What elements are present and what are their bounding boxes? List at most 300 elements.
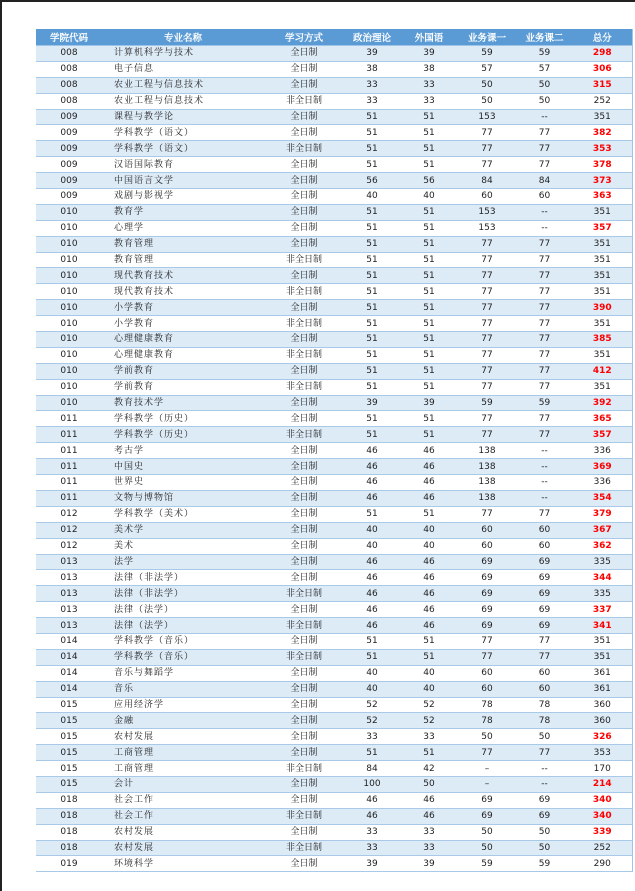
major-name-cell: 教育管理 bbox=[102, 236, 264, 252]
course-two-score-cell: 69 bbox=[516, 602, 573, 618]
total-score-cell: 373 bbox=[573, 173, 632, 189]
foreign-language-score-cell: 33 bbox=[400, 93, 458, 109]
college-code-cell: 013 bbox=[36, 602, 102, 618]
college-code-cell: 013 bbox=[36, 554, 102, 570]
table-row bbox=[36, 649, 632, 665]
foreign-language-score-cell: 46 bbox=[400, 808, 458, 824]
foreign-language-score-cell: 46 bbox=[400, 554, 458, 570]
foreign-language-score-cell: 51 bbox=[400, 363, 458, 379]
study-mode-cell: 非全日制 bbox=[264, 93, 344, 109]
course-two-score-cell: 59 bbox=[516, 856, 573, 872]
politics-score-cell: 51 bbox=[344, 411, 400, 427]
foreign-language-score-cell: 51 bbox=[400, 157, 458, 173]
politics-score-cell: 51 bbox=[344, 284, 400, 300]
foreign-language-score-cell: 51 bbox=[400, 236, 458, 252]
foreign-language-score-cell: 46 bbox=[400, 586, 458, 602]
major-name-cell: 金融 bbox=[102, 713, 264, 729]
course-two-score-cell: 60 bbox=[516, 522, 573, 538]
foreign-language-score-cell: 40 bbox=[400, 665, 458, 681]
header-study-mode: 学习方式 bbox=[264, 29, 344, 46]
politics-score-cell: 51 bbox=[344, 204, 400, 220]
foreign-language-score-cell: 51 bbox=[400, 125, 458, 141]
study-mode-cell: 全日制 bbox=[264, 189, 344, 205]
foreign-language-score-cell: 52 bbox=[400, 697, 458, 713]
table-row bbox=[36, 204, 632, 220]
foreign-language-score-cell: 51 bbox=[400, 284, 458, 300]
course-one-score-cell: 77 bbox=[458, 506, 516, 522]
table-row bbox=[36, 252, 632, 268]
study-mode-cell: 全日制 bbox=[264, 411, 344, 427]
study-mode-cell: 全日制 bbox=[264, 173, 344, 189]
table-body bbox=[36, 46, 632, 872]
college-code-cell: 014 bbox=[36, 665, 102, 681]
course-two-score-cell: 50 bbox=[516, 840, 573, 856]
college-code-cell: 010 bbox=[36, 236, 102, 252]
study-mode-cell: 非全日制 bbox=[264, 840, 344, 856]
politics-score-cell: 51 bbox=[344, 157, 400, 173]
major-name-cell: 学科教学（音乐） bbox=[102, 633, 264, 649]
major-name-cell: 农村发展 bbox=[102, 840, 264, 856]
course-two-score-cell: -- bbox=[516, 475, 573, 491]
foreign-language-score-cell: 46 bbox=[400, 570, 458, 586]
college-code-cell: 011 bbox=[36, 427, 102, 443]
course-one-score-cell: 78 bbox=[458, 713, 516, 729]
foreign-language-score-cell: 51 bbox=[400, 411, 458, 427]
major-name-cell: 法学 bbox=[102, 554, 264, 570]
study-mode-cell: 全日制 bbox=[264, 443, 344, 459]
table-row bbox=[36, 522, 632, 538]
politics-score-cell: 51 bbox=[344, 236, 400, 252]
study-mode-cell: 全日制 bbox=[264, 665, 344, 681]
table-row bbox=[36, 236, 632, 252]
course-one-score-cell: 69 bbox=[458, 586, 516, 602]
course-two-score-cell: 50 bbox=[516, 93, 573, 109]
foreign-language-score-cell: 51 bbox=[400, 332, 458, 348]
course-one-score-cell: 77 bbox=[458, 236, 516, 252]
header-course-one: 业务课一 bbox=[458, 29, 516, 46]
course-one-score-cell: 77 bbox=[458, 427, 516, 443]
course-two-score-cell: 77 bbox=[516, 157, 573, 173]
politics-score-cell: 40 bbox=[344, 538, 400, 554]
course-two-score-cell: 77 bbox=[516, 347, 573, 363]
college-code-cell: 011 bbox=[36, 443, 102, 459]
foreign-language-score-cell: 51 bbox=[400, 109, 458, 125]
study-mode-cell: 全日制 bbox=[264, 729, 344, 745]
study-mode-cell: 全日制 bbox=[264, 157, 344, 173]
course-two-score-cell: 69 bbox=[516, 618, 573, 634]
course-two-score-cell: 50 bbox=[516, 824, 573, 840]
study-mode-cell: 非全日制 bbox=[264, 252, 344, 268]
total-score-cell: 351 bbox=[573, 284, 632, 300]
foreign-language-score-cell: 40 bbox=[400, 189, 458, 205]
foreign-language-score-cell: 51 bbox=[400, 316, 458, 332]
course-two-score-cell: 77 bbox=[516, 252, 573, 268]
table-row bbox=[36, 538, 632, 554]
major-name-cell: 电子信息 bbox=[102, 61, 264, 77]
study-mode-cell: 全日制 bbox=[264, 633, 344, 649]
study-mode-cell: 全日制 bbox=[264, 776, 344, 792]
study-mode-cell: 全日制 bbox=[264, 268, 344, 284]
course-one-score-cell: 77 bbox=[458, 363, 516, 379]
college-code-cell: 010 bbox=[36, 268, 102, 284]
foreign-language-score-cell: 50 bbox=[400, 776, 458, 792]
course-one-score-cell: 153 bbox=[458, 220, 516, 236]
course-two-score-cell: 77 bbox=[516, 236, 573, 252]
study-mode-cell: 全日制 bbox=[264, 602, 344, 618]
major-name-cell: 工商管理 bbox=[102, 761, 264, 777]
politics-score-cell: 40 bbox=[344, 189, 400, 205]
table-row bbox=[36, 157, 632, 173]
table-row bbox=[36, 77, 632, 93]
foreign-language-score-cell: 40 bbox=[400, 681, 458, 697]
course-one-score-cell: 60 bbox=[458, 665, 516, 681]
major-name-cell: 学前教育 bbox=[102, 379, 264, 395]
table-row bbox=[36, 761, 632, 777]
politics-score-cell: 46 bbox=[344, 570, 400, 586]
course-one-score-cell: 69 bbox=[458, 602, 516, 618]
college-code-cell: 018 bbox=[36, 792, 102, 808]
major-name-cell: 心理学 bbox=[102, 220, 264, 236]
course-one-score-cell: 60 bbox=[458, 522, 516, 538]
table-row bbox=[36, 395, 632, 411]
college-code-cell: 012 bbox=[36, 522, 102, 538]
college-code-cell: 009 bbox=[36, 109, 102, 125]
course-one-score-cell: – bbox=[458, 761, 516, 777]
foreign-language-score-cell: 46 bbox=[400, 459, 458, 475]
course-one-score-cell: 138 bbox=[458, 459, 516, 475]
college-code-cell: 010 bbox=[36, 284, 102, 300]
study-mode-cell: 全日制 bbox=[264, 522, 344, 538]
study-mode-cell: 全日制 bbox=[264, 745, 344, 761]
table-row bbox=[36, 363, 632, 379]
course-one-score-cell: 77 bbox=[458, 300, 516, 316]
politics-score-cell: 33 bbox=[344, 840, 400, 856]
course-two-score-cell: 78 bbox=[516, 697, 573, 713]
college-code-cell: 010 bbox=[36, 300, 102, 316]
major-name-cell: 现代教育技术 bbox=[102, 284, 264, 300]
study-mode-cell: 非全日制 bbox=[264, 586, 344, 602]
major-name-cell: 法律（非法学） bbox=[102, 570, 264, 586]
foreign-language-score-cell: 51 bbox=[400, 141, 458, 157]
major-name-cell: 心理健康教育 bbox=[102, 347, 264, 363]
major-name-cell: 会计 bbox=[102, 776, 264, 792]
study-mode-cell: 全日制 bbox=[264, 395, 344, 411]
college-code-cell: 015 bbox=[36, 729, 102, 745]
table-row bbox=[36, 268, 632, 284]
major-name-cell: 音乐 bbox=[102, 681, 264, 697]
study-mode-cell: 全日制 bbox=[264, 681, 344, 697]
total-score-cell: 290 bbox=[573, 856, 632, 872]
study-mode-cell: 非全日制 bbox=[264, 649, 344, 665]
politics-score-cell: 51 bbox=[344, 141, 400, 157]
study-mode-cell: 全日制 bbox=[264, 125, 344, 141]
course-one-score-cell: 77 bbox=[458, 649, 516, 665]
course-two-score-cell: 50 bbox=[516, 729, 573, 745]
total-score-cell: 361 bbox=[573, 681, 632, 697]
course-two-score-cell: 77 bbox=[516, 649, 573, 665]
college-code-cell: 010 bbox=[36, 332, 102, 348]
course-one-score-cell: 69 bbox=[458, 570, 516, 586]
header-politics: 政治理论 bbox=[344, 29, 400, 46]
politics-score-cell: 46 bbox=[344, 808, 400, 824]
foreign-language-score-cell: 56 bbox=[400, 173, 458, 189]
college-code-cell: 008 bbox=[36, 93, 102, 109]
major-name-cell: 汉语国际教育 bbox=[102, 157, 264, 173]
major-name-cell: 美术学 bbox=[102, 522, 264, 538]
politics-score-cell: 33 bbox=[344, 824, 400, 840]
course-one-score-cell: 77 bbox=[458, 268, 516, 284]
major-name-cell: 学前教育 bbox=[102, 363, 264, 379]
foreign-language-score-cell: 51 bbox=[400, 252, 458, 268]
foreign-language-score-cell: 33 bbox=[400, 77, 458, 93]
politics-score-cell: 33 bbox=[344, 729, 400, 745]
table-row bbox=[36, 713, 632, 729]
course-two-score-cell: 60 bbox=[516, 538, 573, 554]
course-two-score-cell: 60 bbox=[516, 189, 573, 205]
politics-score-cell: 52 bbox=[344, 697, 400, 713]
course-one-score-cell: 77 bbox=[458, 157, 516, 173]
course-two-score-cell: 77 bbox=[516, 379, 573, 395]
politics-score-cell: 51 bbox=[344, 379, 400, 395]
major-name-cell: 学科教学（语文） bbox=[102, 141, 264, 157]
college-code-cell: 013 bbox=[36, 586, 102, 602]
politics-score-cell: 51 bbox=[344, 427, 400, 443]
table-row bbox=[36, 411, 632, 427]
total-score-cell: 392 bbox=[573, 395, 632, 411]
table-row bbox=[36, 93, 632, 109]
study-mode-cell: 全日制 bbox=[264, 109, 344, 125]
politics-score-cell: 33 bbox=[344, 77, 400, 93]
course-two-score-cell: 59 bbox=[516, 46, 573, 62]
college-code-cell: 018 bbox=[36, 824, 102, 840]
table-header-row bbox=[36, 29, 632, 46]
study-mode-cell: 全日制 bbox=[264, 332, 344, 348]
course-two-score-cell: 77 bbox=[516, 363, 573, 379]
table-row bbox=[36, 633, 632, 649]
politics-score-cell: 51 bbox=[344, 300, 400, 316]
study-mode-cell: 非全日制 bbox=[264, 347, 344, 363]
course-two-score-cell: -- bbox=[516, 443, 573, 459]
total-score-cell: 214 bbox=[573, 776, 632, 792]
course-two-score-cell: 77 bbox=[516, 141, 573, 157]
table-row bbox=[36, 316, 632, 332]
major-name-cell: 美术 bbox=[102, 538, 264, 554]
college-code-cell: 008 bbox=[36, 77, 102, 93]
table-row bbox=[36, 776, 632, 792]
table-row bbox=[36, 125, 632, 141]
course-one-score-cell: 60 bbox=[458, 189, 516, 205]
major-name-cell: 学科教学（历史） bbox=[102, 411, 264, 427]
total-score-cell: 252 bbox=[573, 93, 632, 109]
college-code-cell: 011 bbox=[36, 411, 102, 427]
total-score-cell: 379 bbox=[573, 506, 632, 522]
total-score-cell: 335 bbox=[573, 586, 632, 602]
table-row bbox=[36, 856, 632, 872]
major-name-cell: 社会工作 bbox=[102, 792, 264, 808]
politics-score-cell: 51 bbox=[344, 363, 400, 379]
politics-score-cell: 46 bbox=[344, 443, 400, 459]
college-code-cell: 009 bbox=[36, 189, 102, 205]
college-code-cell: 009 bbox=[36, 125, 102, 141]
course-one-score-cell: 60 bbox=[458, 681, 516, 697]
total-score-cell: 367 bbox=[573, 522, 632, 538]
study-mode-cell: 非全日制 bbox=[264, 379, 344, 395]
foreign-language-score-cell: 39 bbox=[400, 856, 458, 872]
major-name-cell: 文物与博物馆 bbox=[102, 490, 264, 506]
total-score-cell: 306 bbox=[573, 61, 632, 77]
course-two-score-cell: 69 bbox=[516, 570, 573, 586]
table-row bbox=[36, 681, 632, 697]
total-score-cell: 336 bbox=[573, 475, 632, 491]
study-mode-cell: 全日制 bbox=[264, 61, 344, 77]
course-one-score-cell: – bbox=[458, 776, 516, 792]
politics-score-cell: 40 bbox=[344, 522, 400, 538]
course-one-score-cell: 138 bbox=[458, 475, 516, 491]
course-one-score-cell: 50 bbox=[458, 729, 516, 745]
college-code-cell: 012 bbox=[36, 506, 102, 522]
course-one-score-cell: 77 bbox=[458, 633, 516, 649]
politics-score-cell: 38 bbox=[344, 61, 400, 77]
politics-score-cell: 51 bbox=[344, 745, 400, 761]
table-row bbox=[36, 602, 632, 618]
politics-score-cell: 40 bbox=[344, 665, 400, 681]
course-one-score-cell: 77 bbox=[458, 284, 516, 300]
course-one-score-cell: 78 bbox=[458, 697, 516, 713]
foreign-language-score-cell: 46 bbox=[400, 602, 458, 618]
college-code-cell: 014 bbox=[36, 633, 102, 649]
politics-score-cell: 51 bbox=[344, 109, 400, 125]
table-row bbox=[36, 665, 632, 681]
table-row bbox=[36, 745, 632, 761]
college-code-cell: 019 bbox=[36, 856, 102, 872]
college-code-cell: 010 bbox=[36, 363, 102, 379]
table-row bbox=[36, 109, 632, 125]
total-score-cell: 363 bbox=[573, 189, 632, 205]
table-row bbox=[36, 300, 632, 316]
college-code-cell: 011 bbox=[36, 459, 102, 475]
course-two-score-cell: 77 bbox=[516, 300, 573, 316]
header-college-code: 学院代码 bbox=[36, 29, 102, 46]
course-one-score-cell: 50 bbox=[458, 93, 516, 109]
total-score-cell: 326 bbox=[573, 729, 632, 745]
total-score-cell: 369 bbox=[573, 459, 632, 475]
course-two-score-cell: 77 bbox=[516, 427, 573, 443]
politics-score-cell: 46 bbox=[344, 618, 400, 634]
course-one-score-cell: 77 bbox=[458, 745, 516, 761]
politics-score-cell: 51 bbox=[344, 506, 400, 522]
total-score-cell: 252 bbox=[573, 840, 632, 856]
course-two-score-cell: 57 bbox=[516, 61, 573, 77]
major-name-cell: 音乐与舞蹈学 bbox=[102, 665, 264, 681]
politics-score-cell: 46 bbox=[344, 459, 400, 475]
course-two-score-cell: 69 bbox=[516, 792, 573, 808]
score-table bbox=[36, 29, 633, 872]
table-row bbox=[36, 284, 632, 300]
major-name-cell: 农村发展 bbox=[102, 824, 264, 840]
course-one-score-cell: 69 bbox=[458, 808, 516, 824]
total-score-cell: 351 bbox=[573, 316, 632, 332]
college-code-cell: 011 bbox=[36, 475, 102, 491]
course-two-score-cell: 77 bbox=[516, 745, 573, 761]
study-mode-cell: 全日制 bbox=[264, 824, 344, 840]
course-one-score-cell: 138 bbox=[458, 443, 516, 459]
total-score-cell: 351 bbox=[573, 252, 632, 268]
college-code-cell: 015 bbox=[36, 761, 102, 777]
total-score-cell: 351 bbox=[573, 347, 632, 363]
major-name-cell: 农业工程与信息技术 bbox=[102, 77, 264, 93]
study-mode-cell: 全日制 bbox=[264, 77, 344, 93]
total-score-cell: 341 bbox=[573, 618, 632, 634]
course-one-score-cell: 77 bbox=[458, 141, 516, 157]
politics-score-cell: 51 bbox=[344, 633, 400, 649]
politics-score-cell: 46 bbox=[344, 602, 400, 618]
politics-score-cell: 51 bbox=[344, 316, 400, 332]
major-name-cell: 学科教学（语文） bbox=[102, 125, 264, 141]
table-row bbox=[36, 840, 632, 856]
header-course-two: 业务课二 bbox=[516, 29, 573, 46]
study-mode-cell: 全日制 bbox=[264, 490, 344, 506]
course-one-score-cell: 77 bbox=[458, 125, 516, 141]
college-code-cell: 008 bbox=[36, 61, 102, 77]
study-mode-cell: 全日制 bbox=[264, 236, 344, 252]
foreign-language-score-cell: 39 bbox=[400, 46, 458, 62]
study-mode-cell: 非全日制 bbox=[264, 316, 344, 332]
total-score-cell: 336 bbox=[573, 443, 632, 459]
total-score-cell: 357 bbox=[573, 427, 632, 443]
major-name-cell: 工商管理 bbox=[102, 745, 264, 761]
foreign-language-score-cell: 39 bbox=[400, 395, 458, 411]
foreign-language-score-cell: 40 bbox=[400, 538, 458, 554]
foreign-language-score-cell: 33 bbox=[400, 840, 458, 856]
college-code-cell: 009 bbox=[36, 173, 102, 189]
politics-score-cell: 46 bbox=[344, 554, 400, 570]
course-two-score-cell: -- bbox=[516, 204, 573, 220]
course-two-score-cell: 60 bbox=[516, 665, 573, 681]
table-row bbox=[36, 506, 632, 522]
course-two-score-cell: 77 bbox=[516, 268, 573, 284]
total-score-cell: 315 bbox=[573, 77, 632, 93]
major-name-cell: 法律（法学） bbox=[102, 602, 264, 618]
total-score-cell: 337 bbox=[573, 602, 632, 618]
total-score-cell: 170 bbox=[573, 761, 632, 777]
politics-score-cell: 84 bbox=[344, 761, 400, 777]
foreign-language-score-cell: 51 bbox=[400, 649, 458, 665]
course-one-score-cell: 69 bbox=[458, 554, 516, 570]
major-name-cell: 戏剧与影视学 bbox=[102, 189, 264, 205]
college-code-cell: 010 bbox=[36, 347, 102, 363]
header-foreign-language: 外国语 bbox=[400, 29, 458, 46]
study-mode-cell: 全日制 bbox=[264, 363, 344, 379]
course-one-score-cell: 153 bbox=[458, 109, 516, 125]
major-name-cell: 学科教学（音乐） bbox=[102, 649, 264, 665]
total-score-cell: 361 bbox=[573, 665, 632, 681]
course-two-score-cell: 78 bbox=[516, 713, 573, 729]
major-name-cell: 法律（法学） bbox=[102, 618, 264, 634]
table-row bbox=[36, 332, 632, 348]
course-two-score-cell: 77 bbox=[516, 506, 573, 522]
table-row bbox=[36, 46, 632, 62]
major-name-cell: 现代教育技术 bbox=[102, 268, 264, 284]
table-row bbox=[36, 792, 632, 808]
foreign-language-score-cell: 51 bbox=[400, 427, 458, 443]
politics-score-cell: 51 bbox=[344, 220, 400, 236]
politics-score-cell: 51 bbox=[344, 347, 400, 363]
politics-score-cell: 39 bbox=[344, 856, 400, 872]
total-score-cell: 351 bbox=[573, 633, 632, 649]
foreign-language-score-cell: 51 bbox=[400, 204, 458, 220]
course-two-score-cell: -- bbox=[516, 220, 573, 236]
course-one-score-cell: 59 bbox=[458, 395, 516, 411]
